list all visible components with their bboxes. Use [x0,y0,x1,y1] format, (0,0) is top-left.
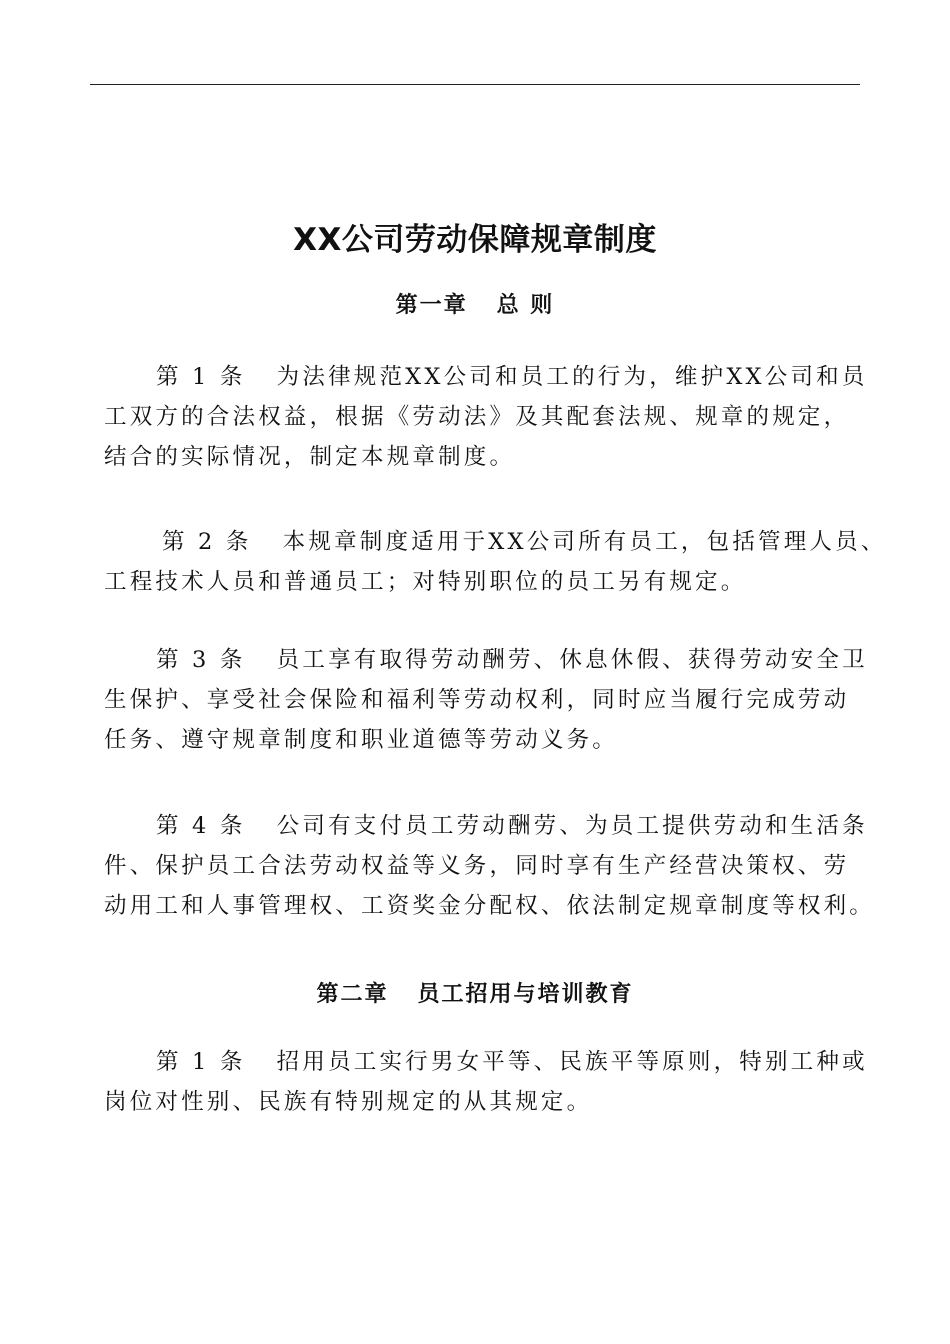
document-title: XX公司劳动保障规章制度 [293,222,657,258]
article-line: 第 1 条 为法律规范XX公司和员工的行为，维护XX公司和员 [156,364,868,390]
article-1-2 [104,522,887,602]
article-line: 结合的实际情况，制定本规章制度。 [104,444,516,470]
article-1-3 [104,640,868,760]
article-line: 动用工和人事管理权、工资奖金分配权、依法制定规章制度等权利。 [104,893,876,919]
article-line: 第 2 条 本规章制度适用于XX公司所有员工，包括管理人员、 [162,529,887,555]
article-line: 生保护、享受社会保险和福利等劳动权利，同时应当履行完成劳动 [104,687,850,713]
article-line: 工双方的合法权益，根据《劳动法》及其配套法规、规章的规定， [104,404,850,430]
article-line: 件、保护员工合法劳动权益等义务，同时享有生产经营决策权、劳 [104,853,850,879]
article-line: 第 3 条 员工享有取得劳动酬劳、休息休假、获得劳动安全卫 [156,647,868,673]
article-line: 岗位对性别、民族有特别规定的从其规定。 [104,1089,593,1115]
chapter-heading-2: 第二章 员工招用与培训教育 [316,982,634,1007]
article-line: 第 4 条 公司有支付员工劳动酬劳、为员工提供劳动和生活条 [156,813,868,839]
article-line: 第 1 条 招用员工实行男女平等、民族平等原则，特别工种或 [156,1049,868,1075]
article-line: 工程技术人员和普通员工；对特别职位的员工另有规定。 [104,569,747,595]
article-1-4 [104,806,876,926]
article-line: 任务、遵守规章制度和职业道德等劳动义务。 [104,727,619,753]
article-2-1 [104,1042,868,1122]
article-1-1 [104,357,868,477]
header-rule [90,84,860,85]
chapter-heading-1: 第一章 总 则 [395,293,555,318]
